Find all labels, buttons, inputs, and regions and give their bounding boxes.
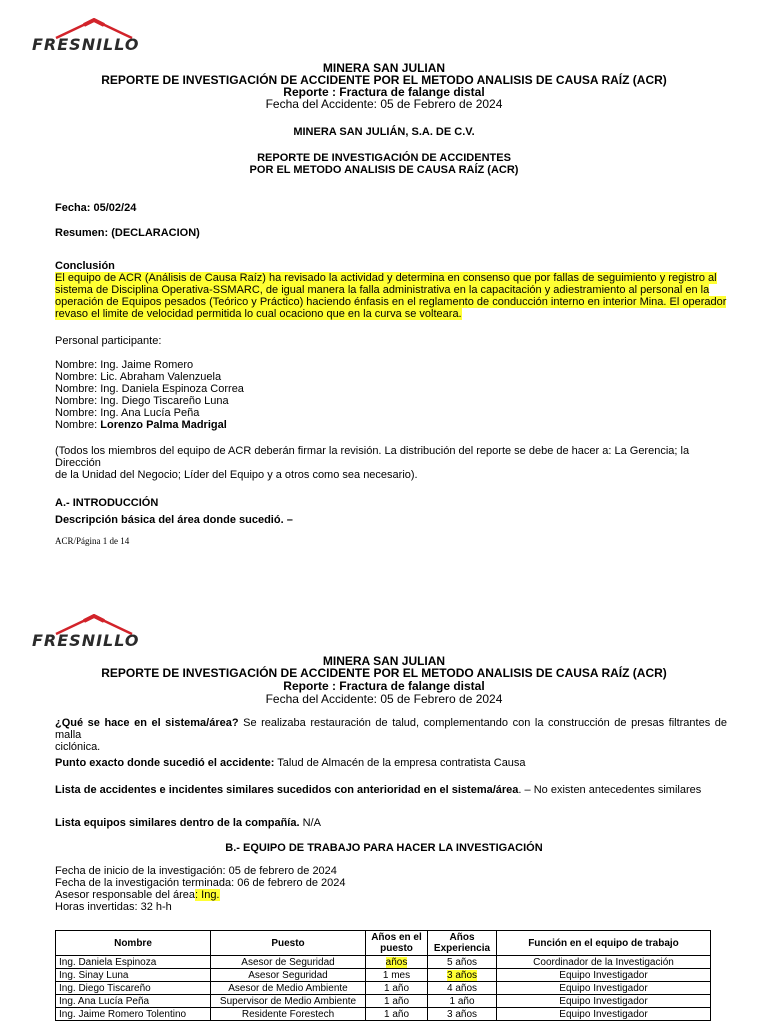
table-row [56, 969, 711, 982]
cell-name: Ing. Sinay Luna [56, 969, 211, 982]
page-footer: ACR/Página 1 de 14 [55, 536, 130, 546]
participant-item: Nombre: Ing. Daniela Espinoza Correa [55, 383, 244, 395]
column-header: Función en el equipo de trabajo [497, 931, 711, 956]
cell-years-experience: 3 años [428, 1008, 497, 1021]
summary-label: Resumen: (DECLARACION) [55, 227, 200, 239]
cell-position: Asesor de Seguridad [211, 956, 366, 969]
participant-item: Nombre: Lorenzo Palma Madrigal [55, 419, 227, 431]
participant-item: Nombre: Ing. Diego Tiscareño Luna [55, 395, 229, 407]
responsible-advisor: Asesor responsable del área: Ing. [55, 889, 220, 901]
similar-equipment: Lista equipos similares dentro de la compañía. N/A [55, 817, 321, 829]
cell-years-experience: 3 años [428, 969, 497, 982]
system-area-question: ¿Qué se hace en el sistema/área? Se realizaba restauración de talud, complementando con la construcción de presas filtrantes de malla ciclónica. [55, 717, 728, 753]
logo-wordmark: FRESNILLO [32, 631, 140, 650]
table-row [56, 995, 711, 1008]
conclusion-line: sistema de Disciplina Operativa-SSMARC, de igual manera la falla administrativa en la capacitación y adiestramiento al personal en la [55, 284, 710, 296]
note-line: (Todos los miembros del equipo de ACR deberán firmar la revisión. La distribución del reporte se debe de hacer a: La Gerencia; la Dirección [55, 445, 690, 469]
cell-name: Ing. Daniela Espinoza [56, 956, 211, 969]
accident-date: Fecha del Accidente: 05 de Febrero de 2024 [265, 97, 503, 111]
participant-item: Nombre: Ing. Ana Lucía Peña [55, 407, 200, 419]
investigation-end: Fecha de la investigación terminada: 06 de febrero de 2024 [55, 877, 346, 889]
cell-name: Ing. Ana Lucía Peña [56, 995, 211, 1008]
cell-years-position: 1 año [366, 1008, 428, 1021]
hours-invested: Horas invertidas: 32 h-h [55, 901, 172, 913]
cell-years-experience: 1 año [428, 995, 497, 1008]
section-b-heading: B.- EQUIPO DE TRABAJO PARA HACER LA INVESTIGACIÓN [225, 842, 543, 854]
distribution-note [55, 445, 727, 481]
fresnillo-logo [32, 18, 152, 58]
accident-date: Fecha del Accidente: 05 de Febrero de 2024 [265, 692, 503, 706]
cell-years-position: 1 año [366, 995, 428, 1008]
conclusion-line: El equipo de ACR (Análisis de Causa Raíz) ha revisado la actividad y determina en consenso que por fallas de seguimiento y registro al [55, 272, 717, 284]
cell-position: Residente Forestech [211, 1008, 366, 1021]
company-legal-name: MINERA SAN JULIÁN, S.A. DE C.V. [293, 126, 475, 138]
cell-years-experience: 5 años [428, 956, 497, 969]
team-table [55, 930, 711, 1021]
column-header: Nombre [56, 931, 211, 956]
section-a-heading: A.- INTRODUCCIÓN [55, 497, 159, 509]
area-description-label: Descripción básica del área donde sucedió. – [55, 514, 293, 526]
cell-name: Ing. Jaime Romero Tolentino [56, 1008, 211, 1021]
participants-label: Personal participante: [55, 335, 162, 347]
report-title: REPORTE DE INVESTIGACIÓN DE ACCIDENTE POR EL METODO ANALISIS DE CAUSA RAÍZ (ACR) [101, 666, 667, 680]
cell-role: Equipo Investigador [497, 995, 711, 1008]
conclusion-text [55, 272, 727, 320]
conclusion-line: revaso el limite de velocidad permitida lo cual ocaciono que en la curva se volteara. [55, 308, 462, 320]
conclusion-label: Conclusión [55, 260, 115, 272]
cell-position: Asesor Seguridad [211, 969, 366, 982]
table-row [56, 956, 711, 969]
column-header: Puesto [211, 931, 366, 956]
cell-position: Asesor de Medio Ambiente [211, 982, 366, 995]
cell-role: Coordinador de la Investigación [497, 956, 711, 969]
investigation-info [55, 865, 727, 913]
report-name: Reporte : Fractura de falange distal [283, 679, 485, 693]
accident-location: Punto exacto donde sucedió el accidente: Talud de Almacén de la empresa contratista Causa [55, 757, 526, 769]
table-row [56, 1008, 711, 1021]
table-row [56, 982, 711, 995]
participants-list [55, 359, 727, 431]
logo-wordmark: FRESNILLO [32, 35, 140, 54]
document-page-2 [0, 600, 768, 1024]
similar-accidents: Lista de accidentes e incidentes similares sucedidos con anterioridad en el sistema/área. – No existen antecedentes similares [55, 784, 702, 796]
cell-role: Equipo Investigador [497, 969, 711, 982]
subtitle-line-1: REPORTE DE INVESTIGACIÓN DE ACCIDENTES [257, 152, 511, 164]
report-title: REPORTE DE INVESTIGACIÓN DE ACCIDENTE POR EL METODO ANALISIS DE CAUSA RAÍZ (ACR) [101, 73, 667, 87]
cell-role: Equipo Investigador [497, 1008, 711, 1021]
column-header: Años en el puesto [366, 931, 428, 956]
cell-years-position: 1 año [366, 982, 428, 995]
participant-item: Nombre: Ing. Jaime Romero [55, 359, 194, 371]
cell-years-experience: 4 años [428, 982, 497, 995]
fresnillo-logo [32, 614, 152, 654]
company-name: MINERA SAN JULIAN [322, 654, 446, 668]
cell-years-position: 1 mes [366, 969, 428, 982]
cell-name: Ing. Diego Tiscareño [56, 982, 211, 995]
subtitle-line-2: POR EL METODO ANALISIS DE CAUSA RAÍZ (ACR) [249, 164, 519, 176]
cell-role: Equipo Investigador [497, 982, 711, 995]
column-header: Años Experiencia [428, 931, 497, 956]
report-date: Fecha: 05/02/24 [55, 202, 137, 214]
note-line: de la Unidad del Negocio; Líder del Equipo y a otros como sea necesario). [55, 469, 418, 481]
investigation-start: Fecha de inicio de la investigación: 05 de febrero de 2024 [55, 865, 337, 877]
company-name: MINERA SAN JULIAN [322, 61, 446, 75]
table-header-row [56, 931, 711, 956]
conclusion-line: operación de Equipos pesados (Teórico y Práctico) haciendo énfasis en el reglamento de conducción interno en interior Mina. El operador [55, 296, 727, 308]
cell-position: Supervisor de Medio Ambiente [211, 995, 366, 1008]
cell-years-position: años [366, 956, 428, 969]
participant-item: Nombre: Lic. Abraham Valenzuela [55, 371, 222, 383]
report-name: Reporte : Fractura de falange distal [283, 85, 485, 99]
